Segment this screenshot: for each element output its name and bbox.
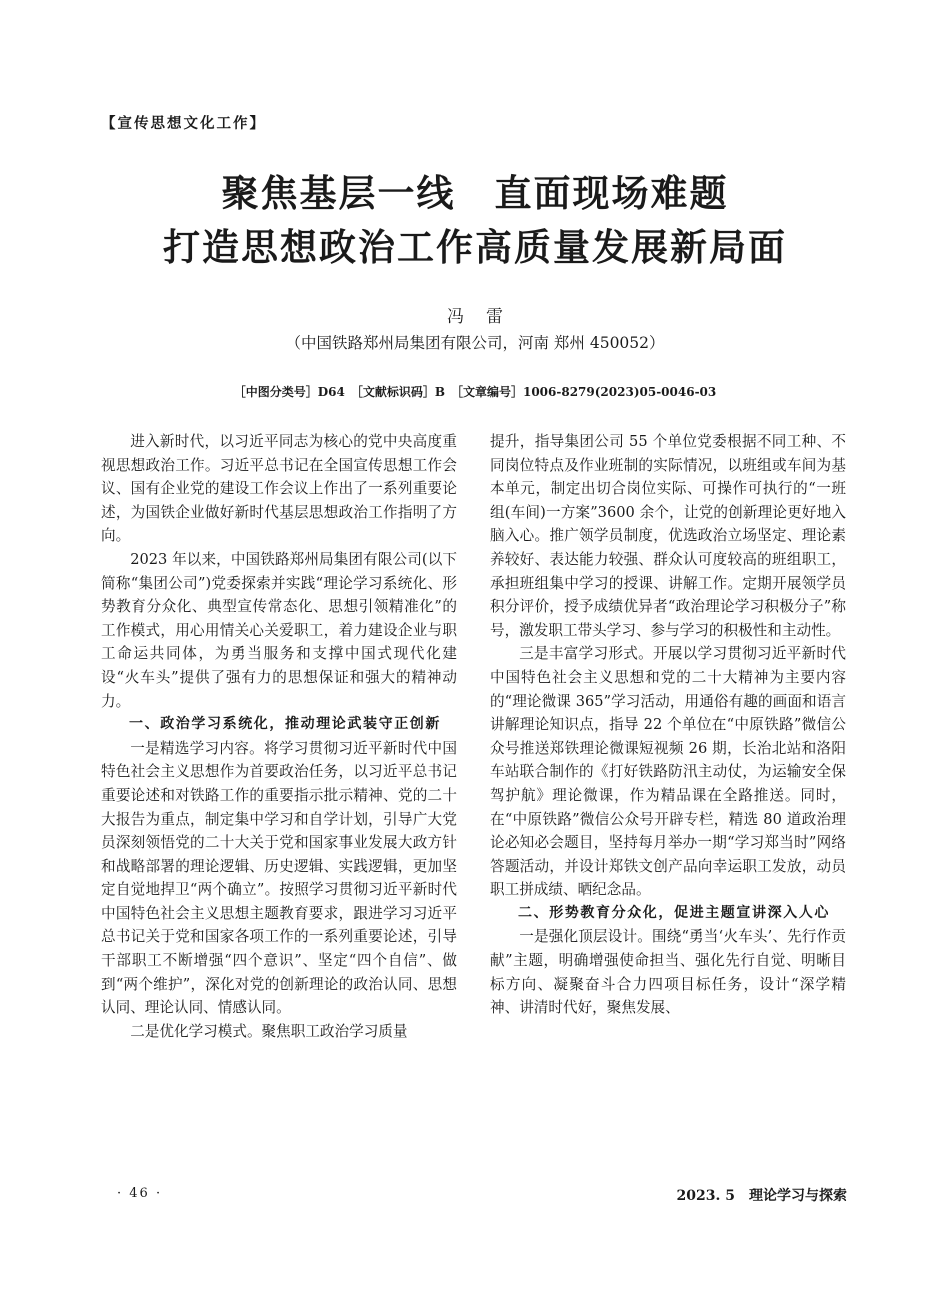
title-line-2: 打造思想政治工作高质量发展新局面 (163, 225, 787, 269)
paragraph: 一是精选学习内容。将学习贯彻习近平新时代中国特色社会主义思想作为首要政治任务，以习近平总书记重要论述和对铁路工作的重要指示批示精神、党的二十大报告为重点，制定集中学习和自学计划，引导广大党员深刻领悟党的二十大关于党和国家事业发展大政方针和战略部署的理论逻辑、历史逻辑、实践逻辑，更加坚定自觉地捍卫“两个确立”。按照学习贯彻习近平新时代中国特色社会主义思想主题教育要求，跟进学习习近平总书记关于党和国家各项工作的一系列重要论述，引导干部职工不断增强“四个意识”、坚定“四个自信”、做到“两个维护”，深化对党的创新理论的政治认同、思想认同、理论认同、情感认同。 (101, 739, 457, 1017)
left-column (101, 430, 457, 1043)
paragraph-continued: 提升，指导集团公司 55 个单位党委根据不同工种、不同岗位特点及作业班制的实际情况，以班组或车间为基本单元，制定出切合岗位实际、可操作可执行的“一班组(车间)一方案”3600 余个，让党的创新理论更好地入脑入心。推广领学员制度，优选政治立场坚定、理论素养较好、表达能力较强、群众认可度较高的班组职工，承担班组集中学习的授课、讲解工作。定期开展领学员积分评价，授予成绩优异者“政治理论学习积极分子”称号，激发职工带头学习、参与学习的积极性和主动性。 (490, 433, 846, 639)
right-column (490, 430, 846, 1020)
section-heading-1: 一、政治学习系统化，推动理论武装守正创新 (129, 716, 441, 733)
paragraph: 一是强化顶层设计。围绕“勇当‘火车头’、先行作贡献”主题，明确增强使命担当、强化先行自觉、明晰目标方向、凝聚奋斗合力四项目标任务，设计“深学精神、讲清时代好，聚焦发展、 (490, 928, 846, 1017)
affiliation: （中国铁路郑州局集团有限公司，河南 郑州 450052） (285, 334, 665, 352)
page-number: · 46 · (117, 1186, 163, 1201)
classification-line: ［中图分类号］D64 ［文献标识码］B ［文章编号］1006-8279(2023)05-0046-03 (233, 385, 717, 399)
section-heading-2: 二、形势教育分众化，促进主题宣讲深入人心 (518, 904, 830, 921)
section-tag: 【宣传思想文化工作】 (101, 116, 266, 132)
paragraph: 二是优化学习模式。聚焦职工政治学习质量 (130, 1022, 408, 1040)
title-line-1: 聚焦基层一线 直面现场难题 (221, 171, 729, 215)
journal-issue: 2023. 5 理论学习与探索 (676, 1188, 847, 1204)
paragraph: 进入新时代，以习近平同志为核心的党中央高度重视思想政治工作。习近平总书记在全国宣传思想工作会议、国有企业党的建设工作会议上作出了一系列重要论述，为国铁企业做好新时代基层思想政治工作指明了方向。 (101, 433, 457, 545)
paragraph: 三是丰富学习形式。开展以学习贯彻习近平新时代中国特色社会主义思想和党的二十大精神为主要内容的“理论微课 365”学习活动，用通俗有趣的画面和语言讲解理论知识点，指导 22 个单位在“中原铁路”微信公众号推送郑铁理论微课短视频 26 期，长治北站和洛阳车站联合制作的《打好铁路防汛主动仗，为运输安全保驾护航》理论微课，作为精品课在全路推送。同时，在“中原铁路”微信公众号开辟专栏，精选 80 道政治理论必知必会题目，坚持每月举办一期“学习郑当时”网络答题活动，并设计郑铁文创产品向幸运职工发放，动员职工拼成绩、晒纪念品。 (490, 645, 846, 899)
author: 冯雷 (447, 307, 525, 327)
paragraph: 2023 年以来，中国铁路郑州局集团有限公司(以下简称“集团公司”)党委探索并实践“理论学习系统化、形势教育分众化、典型宣传常态化、思想引领精准化”的工作模式，用心用情关心关爱职工，着力建设企业与职工命运共同体，为勇当服务和支撑中国式现代化建设“火车头”提供了强有力的思想保证和强大的精神动力。 (101, 550, 457, 710)
